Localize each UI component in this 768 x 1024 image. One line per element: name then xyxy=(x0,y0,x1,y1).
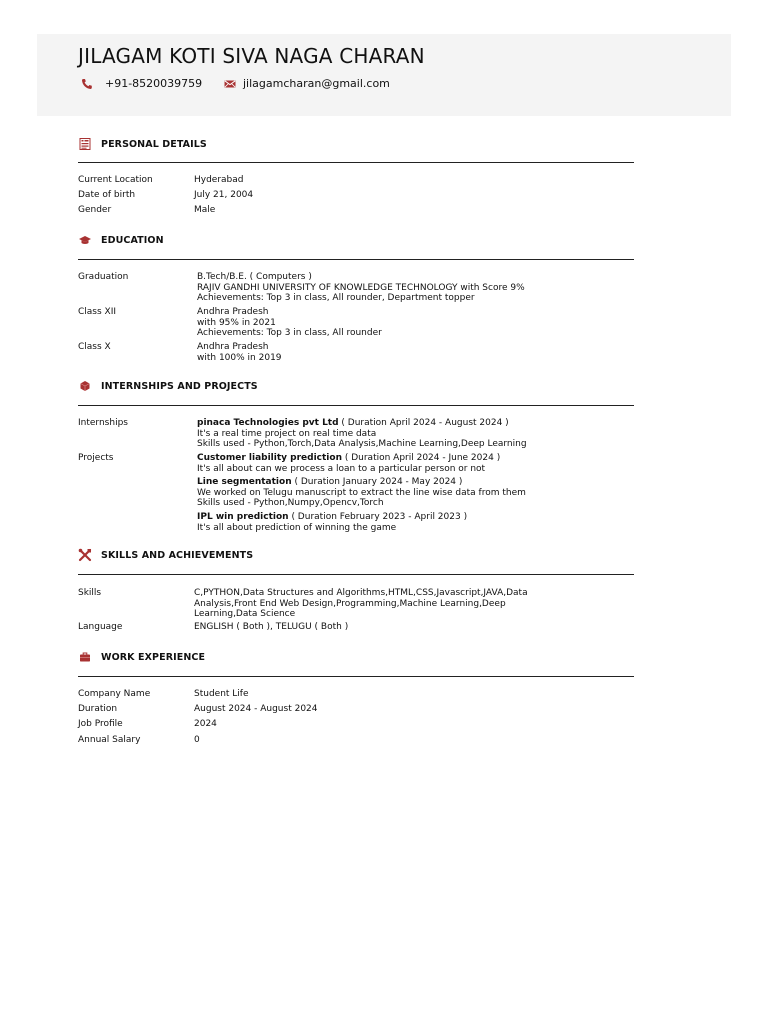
project-duration: ( Duration April 2024 - June 2024 ) xyxy=(341,453,501,463)
education-details xyxy=(197,272,634,304)
internship-skills: Skills used - Python,Torch,Data Analysis,Machine Learning,Deep Learning xyxy=(197,439,527,449)
project-title: IPL win prediction xyxy=(197,512,289,522)
project-description: It's all about can we process a loan to a particular person or not xyxy=(197,463,486,474)
board-line: Andhra Pradesh xyxy=(197,307,269,317)
project-entry xyxy=(197,512,634,533)
candidate-name: JILAGAM KOTI SIVA NAGA CHARAN xyxy=(78,44,425,68)
projects-label: Projects xyxy=(78,453,114,463)
section-skills-achievements xyxy=(78,548,634,562)
project-duration: ( Duration January 2024 - May 2024 ) xyxy=(291,477,463,487)
achievements-line: Achievements: Top 3 in class, All rounder xyxy=(197,328,382,338)
work-value: 2024 xyxy=(194,719,217,729)
detail-value: July 21, 2004 xyxy=(194,190,254,200)
section-divider xyxy=(78,162,634,163)
university-line: RAJIV GANDHI UNIVERSITY OF KNOWLEDGE TECHNOLOGY with Score 9% xyxy=(197,282,525,293)
degree-line: B.Tech/B.E. ( Computers ) xyxy=(197,272,312,282)
section-title: INTERNSHIPS AND PROJECTS xyxy=(101,380,258,392)
language-label: Language xyxy=(78,622,123,632)
detail-value: Male xyxy=(194,205,216,215)
email-contact xyxy=(224,77,390,90)
project-skills: Skills used - Python,Numpy,Opencv,Torch xyxy=(197,498,384,508)
detail-label: Date of birth xyxy=(78,190,136,200)
work-value: August 2024 - August 2024 xyxy=(194,704,318,714)
list-icon xyxy=(78,137,92,151)
section-divider xyxy=(78,405,634,406)
language-value: ENGLISH ( Both ), TELUGU ( Both ) xyxy=(194,622,349,632)
section-internships-projects xyxy=(78,379,634,393)
board-line: Andhra Pradesh xyxy=(197,342,269,352)
achievements-line: Achievements: Top 3 in class, All rounder, Department topper xyxy=(197,293,475,303)
email-address[interactable]: jilagamcharan@gmail.com xyxy=(243,77,390,90)
section-divider xyxy=(78,574,634,575)
section-divider xyxy=(78,259,634,260)
project-description: We worked on Telugu manuscript to extract the line wise data from them xyxy=(197,487,526,498)
section-education xyxy=(78,233,634,247)
project-title: Customer liability prediction xyxy=(197,453,342,463)
project-duration: ( Duration February 2023 - April 2023 ) xyxy=(288,512,468,522)
cube-icon xyxy=(78,379,92,393)
briefcase-icon xyxy=(78,650,92,664)
section-title: SKILLS AND ACHIEVEMENTS xyxy=(101,549,254,561)
internship-company: pinaca Technologies pvt Ltd xyxy=(197,418,339,428)
internship-description: It's a real time project on real time data xyxy=(197,428,377,439)
project-entry xyxy=(197,453,634,474)
work-label: Annual Salary xyxy=(78,735,141,745)
section-title: PERSONAL DETAILS xyxy=(101,138,207,150)
education-label: Class XII xyxy=(78,307,117,317)
project-entry xyxy=(197,477,634,509)
work-label: Job Profile xyxy=(78,719,123,729)
detail-label: Current Location xyxy=(78,175,153,185)
detail-value: Hyderabad xyxy=(194,175,244,185)
work-label: Company Name xyxy=(78,689,151,699)
phone-contact xyxy=(81,77,202,90)
education-label: Graduation xyxy=(78,272,129,282)
work-value: 0 xyxy=(194,735,200,745)
project-description: It's all about prediction of winning the game xyxy=(197,522,397,533)
score-line: with 100% in 2019 xyxy=(197,352,282,363)
score-line: with 95% in 2021 xyxy=(197,317,276,328)
section-divider xyxy=(78,676,634,677)
phone-icon xyxy=(81,78,93,90)
education-label: Class X xyxy=(78,342,111,352)
graduation-cap-icon xyxy=(78,233,92,247)
skills-value: C,PYTHON,Data Structures and Algorithms,HTML,CSS,Javascript,JAVA,Data Analysis,Front End Web Design,Programming,Machine Learning,Deep Learning,Data Science xyxy=(194,588,528,619)
work-label: Duration xyxy=(78,704,118,714)
internship-duration: ( Duration April 2024 - August 2024 ) xyxy=(338,418,509,428)
tools-icon xyxy=(78,548,92,562)
skills-label: Skills xyxy=(78,588,102,598)
section-title: EDUCATION xyxy=(101,234,164,246)
resume-header xyxy=(37,34,731,116)
detail-label: Gender xyxy=(78,205,112,215)
internship-entry xyxy=(197,418,634,450)
project-title: Line segmentation xyxy=(197,477,292,487)
phone-number: +91-8520039759 xyxy=(105,77,203,90)
section-personal-details xyxy=(78,137,634,151)
section-title: WORK EXPERIENCE xyxy=(101,651,206,663)
education-details xyxy=(197,342,634,363)
education-details xyxy=(197,307,634,339)
work-value: Student Life xyxy=(194,689,249,699)
internships-label: Internships xyxy=(78,418,128,428)
mail-icon xyxy=(224,78,236,90)
section-work-experience xyxy=(78,650,634,664)
